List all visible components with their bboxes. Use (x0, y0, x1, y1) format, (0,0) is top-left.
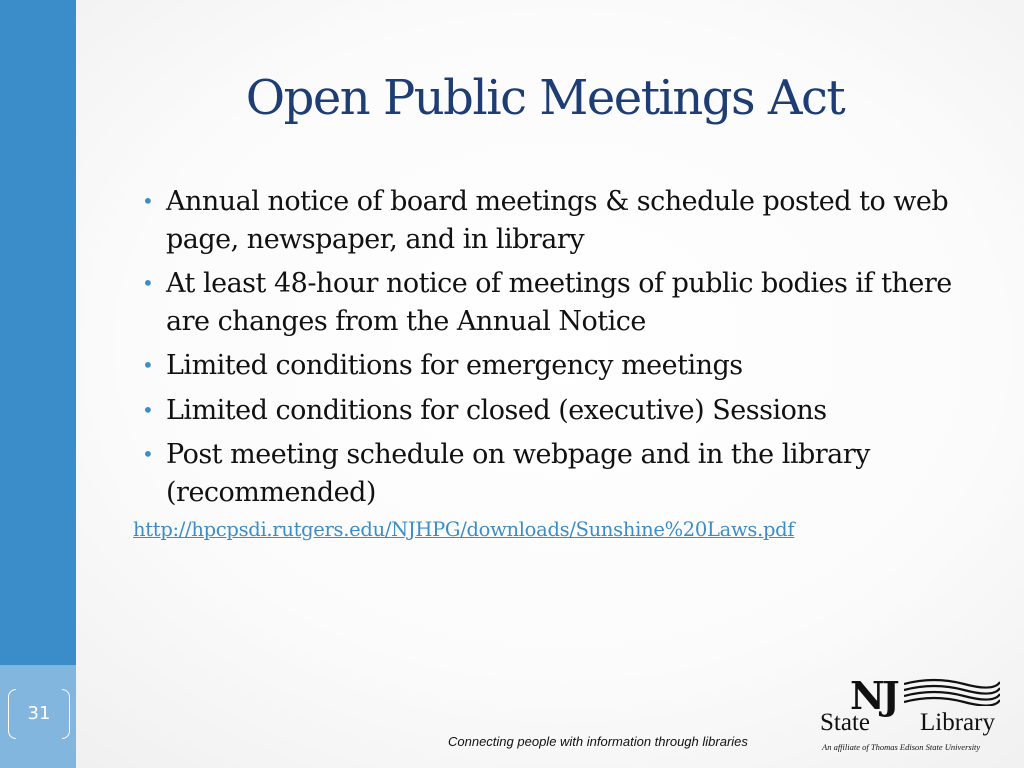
bullet-text: Annual notice of board meetings & schedule posted to web page, newspaper, and in library (166, 186, 949, 255)
bullet-item (140, 392, 1000, 430)
bullet-item (140, 436, 1000, 511)
nj-state-library-logo (818, 673, 1004, 756)
bullet-text: Limited conditions for closed (executive) Sessions (166, 394, 827, 426)
flag-lines-icon (904, 678, 1000, 706)
bullet-dot-icon: • (142, 442, 154, 466)
footer-tagline: Connecting people with information through libraries (448, 734, 748, 749)
slide-number: 31 (27, 703, 51, 724)
sunshine-laws-link[interactable]: http://hpcpsdi.rutgers.edu/NJHPG/downloads/Sunshine%20Laws.pdf (133, 518, 795, 541)
bullet-list (140, 183, 1000, 518)
bullet-dot-icon: • (142, 353, 154, 377)
bullet-dot-icon: • (142, 189, 154, 213)
slide-title: Open Public Meetings Act (245, 70, 845, 126)
logo-nj-text: NJ (850, 673, 897, 718)
bullet-dot-icon: • (142, 397, 154, 422)
bullet-dot-icon: • (142, 271, 154, 295)
logo-library-text: Library (920, 709, 995, 736)
bullet-item (140, 265, 1000, 340)
bullet-item (140, 183, 1000, 258)
logo-affiliate-text: An affiliate of Thomas Edison State University (822, 742, 981, 752)
bullet-text: Limited conditions for emergency meetings (166, 350, 743, 381)
bullet-text: At least 48-hour notice of meetings of public bodies if there are changes from the Annual Notice (166, 268, 952, 337)
bullet-text: Post meeting schedule on webpage and in the library (recommended) (166, 439, 870, 508)
side-accent-bar (0, 0, 76, 768)
logo-state-text: State (820, 709, 870, 736)
bullet-item (140, 347, 1000, 385)
slide-number-badge (8, 689, 70, 739)
